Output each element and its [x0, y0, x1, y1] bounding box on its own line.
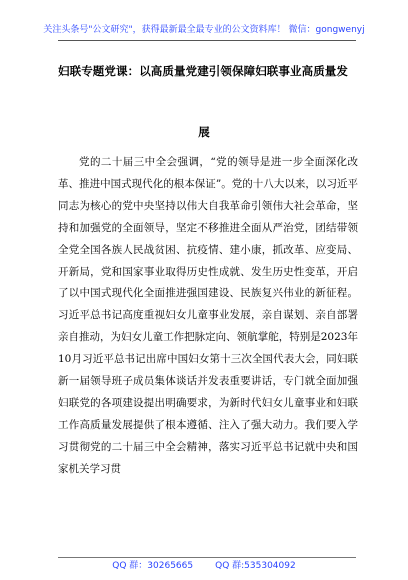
- header-note: 关注头条号"公文研究"，获得最新最全最专业的公文资料库！ 微信：gongwenyj: [43, 25, 365, 35]
- document-title-continued: 展: [198, 125, 210, 139]
- footer-divider: [58, 557, 356, 558]
- footer: [0, 560, 408, 572]
- header-divider: [58, 40, 356, 41]
- body-paragraph: 党的二十届三中全会强调，“党的领导是进一步全面深化改革、推进中国式现代化的根本保证”。党的十八大以来，以习近平同志为核心的党中央坚持以伟大自我革命引领伟大社会革命，坚持和加强党的全面领导，坚定不移推进全面从严治党，团结带领全党全国各族人民战贫困、抗疫情、建小康，抓改革、应变局、开新局，党和国家事业取得历史性成就、发生历史性变革，开启了以中国式现代化全面推进强国建设、民族复兴伟业的新征程。习近平总书记高度重视妇女儿童事业发展，亲自谋划、亲自部署亲自推动，为妇女儿童工作把脉定向、领航掌舵，特别是2023年10月习近平总书记出席中国妇女第十三次全国代表大会，同妇联新一届领导班子成员集体谈话并发表重要讲话，专门就全面加强妇联党的各项建设提出明确要求，为新时代妇女儿童事业和妇联工作高质量发展提供了根本遵循、注入了强大动力。我们要入学习贯彻党的二十届三中全会精神，落实习近平总书记就中央和国家机关学习贯: [58, 156, 358, 475]
- document-title: 妇联专题党课：以高质量党建引领保障妇联事业高质量发: [58, 64, 348, 78]
- footer-qq-group-right: QQ 群:535304092: [215, 561, 296, 571]
- footer-qq-group-left: QQ 群：30265665: [112, 561, 194, 571]
